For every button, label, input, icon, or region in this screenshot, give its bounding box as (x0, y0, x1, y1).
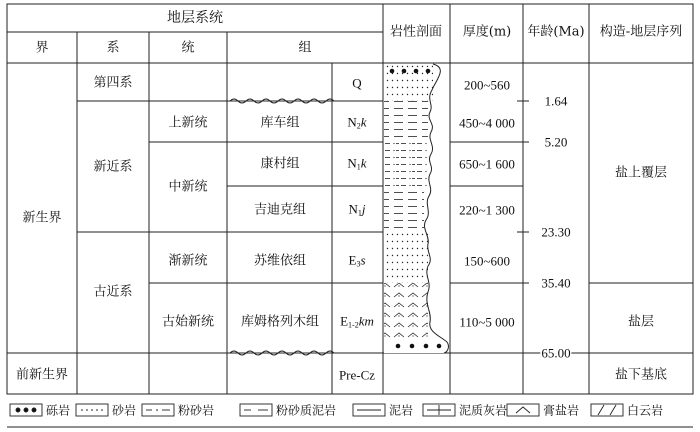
code-n1k: $N_1k$ (347, 155, 367, 172)
legend-sandstone: 砂岩 (112, 403, 137, 418)
code-n1j: $N_1j$ (348, 201, 366, 218)
age-label: 65.00 (541, 345, 571, 361)
series-oligocene: 渐新统 (168, 253, 208, 269)
thickness-n2k: 450~4 000 (459, 115, 515, 131)
thickness-e3s: 150~600 (463, 253, 511, 269)
thickness-n1j: 220~1 300 (459, 202, 515, 218)
age-label: 35.40 (541, 275, 571, 291)
code-precz: Pre-Cz (338, 367, 376, 383)
thickness-e12km: 110~5 000 (459, 314, 515, 330)
legend-conglomerate: 砾岩 (46, 403, 71, 418)
code-e3s: $E_3s$ (348, 252, 366, 269)
sequence-salt: 盐层 (627, 314, 655, 330)
header-strat-system: 地层系统 (167, 10, 223, 26)
header-thickness: 厚度(m) (462, 24, 512, 40)
formation-kumugeliemu: 库姆格列木组 (240, 314, 320, 330)
code-e12km: $E_{1-2}km$ (340, 313, 374, 330)
series-miocene: 中新统 (168, 179, 208, 195)
header-sequence: 构造-地层序列 (599, 24, 683, 40)
formation-jidike: 吉迪克组 (253, 202, 307, 218)
header-system: 系 (106, 40, 120, 56)
header-formation: 组 (298, 40, 312, 56)
code-n2k: $N_2k$ (347, 114, 367, 131)
formation-kangcun: 康村组 (260, 156, 300, 172)
header-erathem: 界 (35, 40, 49, 56)
legend-mudstone: 泥岩 (389, 403, 414, 418)
formation-kuqa: 库车组 (260, 115, 300, 131)
header-age: 年龄(Ma) (527, 24, 585, 40)
sequence-sub-salt: 盐下基底 (614, 367, 668, 383)
header-series: 统 (181, 40, 195, 56)
thickness-n1k: 650~1 600 (459, 156, 515, 172)
legend-silty-mudstone: 粉砂质泥岩 (276, 403, 337, 418)
erathem-pre-cenozoic: 前新生界 (15, 367, 69, 383)
erathem-cenozoic: 新生界 (22, 210, 62, 226)
sequence-supra-salt: 盐上覆层 (614, 165, 668, 181)
formation-suweiyi: 苏维依组 (253, 253, 307, 269)
lithology-column (384, 64, 444, 353)
code-q: Q (352, 75, 362, 91)
legend-gypsum-salt: 膏盐岩 (543, 403, 580, 418)
legend-marly-limestone: 泥质灰岩 (459, 403, 508, 418)
age-label: 23.30 (541, 224, 571, 240)
age-label: 1.64 (544, 93, 568, 109)
legend-siltstone: 粉砂岩 (178, 403, 215, 418)
system-quaternary: 第四系 (93, 75, 133, 91)
system-neogene: 新近系 (93, 159, 133, 175)
thickness-q: 200~560 (463, 77, 511, 93)
system-paleogene: 古近系 (93, 284, 133, 300)
series-pliocene: 上新统 (168, 115, 208, 131)
series-paleo-eocene: 古始新统 (161, 314, 215, 330)
header-lithology: 岩性剖面 (389, 24, 443, 40)
age-label: 5.20 (544, 134, 568, 150)
legend-dolomite: 白云岩 (627, 403, 664, 418)
